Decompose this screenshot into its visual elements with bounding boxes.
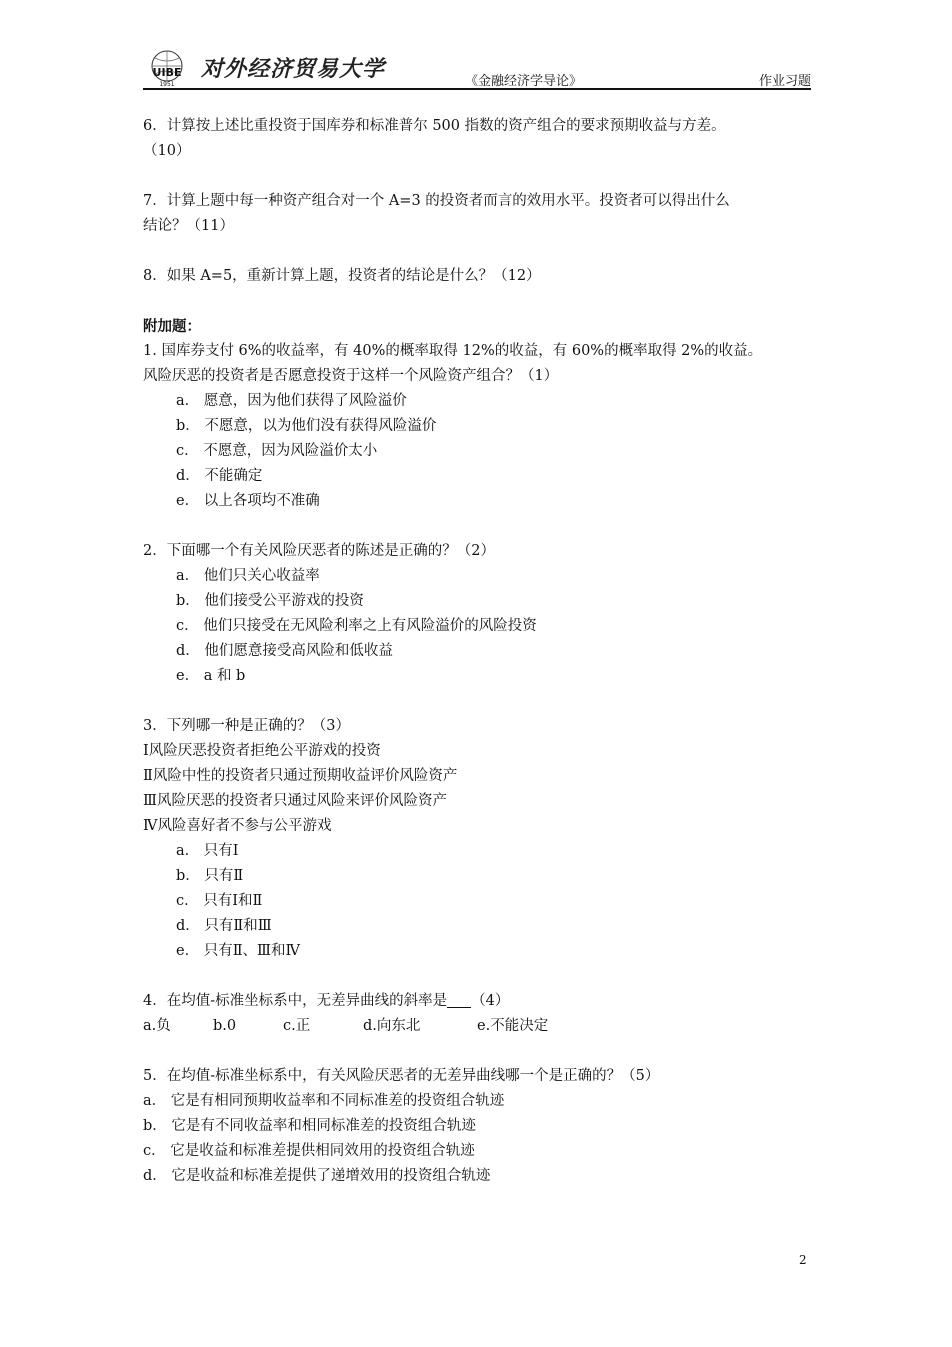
question-6-line-1: 6．计算按上述比重投资于国库券和标准普尔 500 指数的资产组合的要求预期收益与方差。 xyxy=(143,118,726,134)
bonus-q4-options xyxy=(143,1014,813,1039)
question-8: 8．如果 A=5，重新计算上题，投资者的结论是什么？（12） xyxy=(143,268,541,284)
bonus-q5-option-c: c． 它是收益和标准差提供相同效用的投资组合轨迹 xyxy=(143,1143,475,1159)
answer-blank xyxy=(447,991,471,1008)
bonus-q3-option-a: a． 只有Ⅰ xyxy=(176,843,239,859)
page-number: 2 xyxy=(799,1253,807,1267)
university-logo xyxy=(143,48,191,88)
bonus-q3-statement-3: Ⅲ风险厌恶的投资者只通过风险来评价风险资产 xyxy=(143,793,447,809)
bonus-q2-stem: 2．下面哪一个有关风险厌恶者的陈述是正确的？（2） xyxy=(143,543,495,559)
section-label: 作业习题 xyxy=(758,74,811,89)
bonus-q5-option-d: d． 它是收益和标准差提供了递增效用的投资组合轨迹 xyxy=(143,1168,491,1184)
bonus-q3-stem: 3．下列哪一种是正确的？（3） xyxy=(143,718,350,734)
bonus-q2-option-b: b． 他们接受公平游戏的投资 xyxy=(176,593,364,609)
bonus-q1-option-d: d． 不能确定 xyxy=(176,468,263,484)
question-6-line-2: （10） xyxy=(143,143,191,159)
header-divider xyxy=(143,88,811,90)
bonus-q4-stem-text: 4．在均值-标准坐标系中，无差异曲线的斜率是 xyxy=(143,993,448,1009)
bonus-q4-option-e: e.不能决定 xyxy=(477,1018,549,1034)
bonus-q1-option-b: b． 不愿意，以为他们没有获得风险溢价 xyxy=(176,418,437,434)
question-7-line-1: 7．计算上题中每一种资产组合对一个 A=3 的投资者而言的效用水平。投资者可以得出什么 xyxy=(143,193,730,209)
bonus-q3-statement-2: Ⅱ风险中性的投资者只通过预期收益评价风险资产 xyxy=(143,768,458,784)
bonus-q4-suffix: （4） xyxy=(471,993,510,1009)
bonus-q4-option-a: a.负 xyxy=(143,1018,171,1034)
bonus-q5-option-a: a． 它是有相同预期收益率和不同标准差的投资组合轨迹 xyxy=(143,1093,505,1109)
logo-year: 1951 xyxy=(159,81,175,88)
page-header xyxy=(143,48,811,90)
document-body xyxy=(143,114,813,1189)
logo-text: UIBE xyxy=(152,66,182,79)
bonus-q4-option-d: d.向东北 xyxy=(363,1018,421,1034)
bonus-q3-statement-4: Ⅳ风险喜好者不参与公平游戏 xyxy=(143,818,332,834)
bonus-q4-stem xyxy=(143,989,813,1014)
bonus-q4-option-b: b.0 xyxy=(213,1018,237,1034)
bonus-q1-option-c: c． 不愿意，因为风险溢价太小 xyxy=(176,443,378,459)
bonus-q3-statement-1: Ⅰ风险厌恶投资者拒绝公平游戏的投资 xyxy=(143,743,381,759)
bonus-q2-option-c: c． 他们只接受在无风险利率之上有风险溢价的风险投资 xyxy=(176,618,537,634)
course-title: 《金融经济学导论》 xyxy=(465,74,583,89)
bonus-q3-option-e: e． 只有Ⅱ、Ⅲ和Ⅳ xyxy=(176,943,301,959)
bonus-q1-option-e: e． 以上各项均不准确 xyxy=(176,493,320,509)
bonus-q1-line-2: 风险厌恶的投资者是否愿意投资于这样一个风险资产组合？（1） xyxy=(143,368,559,384)
question-7-line-2: 结论？（11） xyxy=(143,218,234,234)
bonus-q1-line-1: 1. 国库券支付 6%的收益率，有 40%的概率取得 12%的收益，有 60%的概率取得 2%的收益。 xyxy=(143,343,763,359)
bonus-q2-option-e: e． a 和 b xyxy=(176,668,246,684)
bonus-q1-option-a: a． 愿意，因为他们获得了风险溢价 xyxy=(176,393,407,409)
bonus-q2-option-a: a． 他们只关心收益率 xyxy=(176,568,320,584)
bonus-q3-option-d: d． 只有Ⅱ和Ⅲ xyxy=(176,918,272,934)
bonus-q4-option-c: c.正 xyxy=(283,1018,311,1034)
university-name: 对外经济贸易大学 xyxy=(201,56,386,82)
bonus-q3-option-b: b． 只有Ⅱ xyxy=(176,868,244,884)
bonus-q2-option-d: d． 他们愿意接受高风险和低收益 xyxy=(176,643,393,659)
bonus-q5-stem: 5．在均值-标准坐标系中，有关风险厌恶者的无差异曲线哪一个是正确的？（5） xyxy=(143,1068,660,1084)
bonus-q3-option-c: c． 只有Ⅰ和Ⅱ xyxy=(176,893,263,909)
bonus-q5-option-b: b． 它是有不同收益率和相同标准差的投资组合轨迹 xyxy=(143,1118,476,1134)
bonus-heading: 附加题： xyxy=(143,318,201,335)
